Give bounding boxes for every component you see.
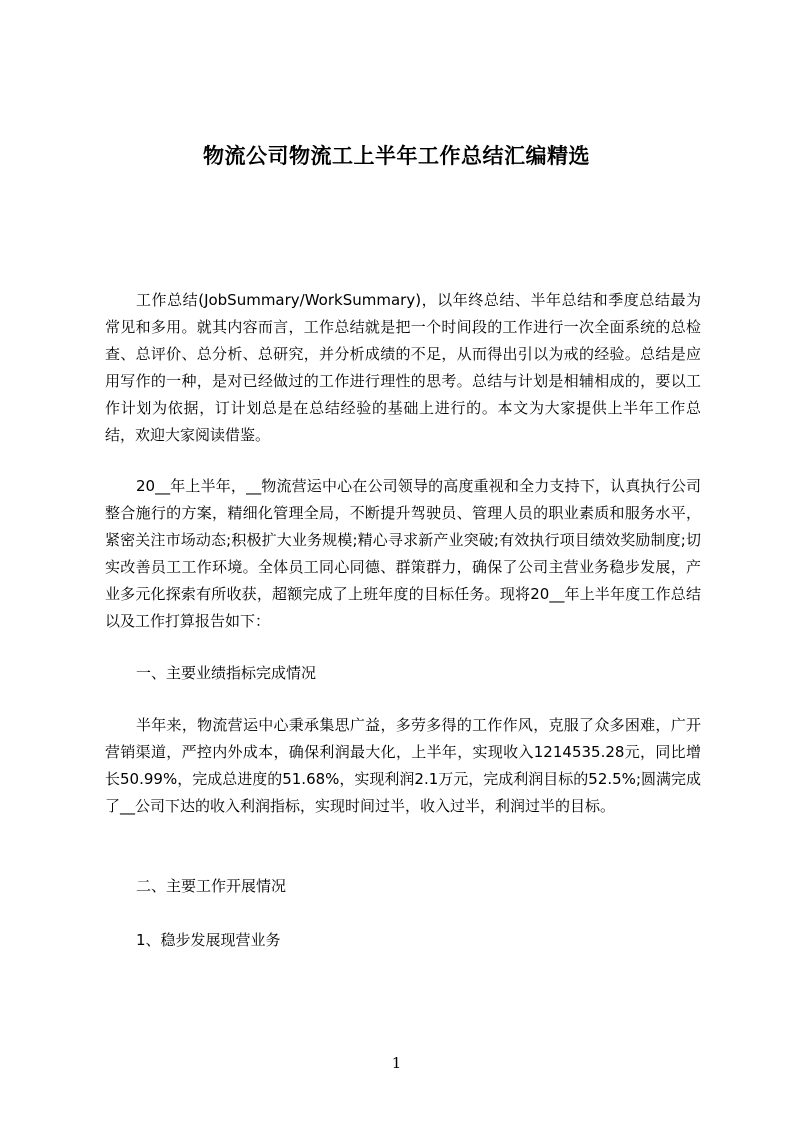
intro-paragraph: 工作总结(JobSummary/WorkSummary)，以年终总结、半年总结和季度总结最为常见和多用。就其内容而言，工作总结就是把一个时间段的工作进行一次全面系统的总检查、总评价、总分析、总研究，并分析成绩的不足，从而得出引以为戒的经验。总结是应用写作的一种，是对已经做过的工作进行理性的思考。总结与计划是相辅相成的，要以工作计划为依据，订计划总是在总结经验的基础上进行的。本文为大家提供上半年工作总结，欢迎大家阅读借鉴。 (105, 291, 701, 444)
performance-paragraph: 半年来，物流营运中心秉承集思广益，多劳多得的工作作风，克服了众多困难，广开营销渠道，严控内外成本，确保利润最大化，上半年，实现收入1214535.28元，同比增长50.99%，完成总进度的51.68%，实现利润2.1万元，完成利润目标的52.5%;圆满完成了__公司下达的收入利润指标，实现时间过半，收入过半，利润过半的目标。 (105, 716, 701, 815)
overview-paragraph: 20__年上半年，__物流营运中心在公司领导的高度重视和全力支持下，认真执行公司整合施行的方案，精细化管理全局，不断提升驾驶员、管理人员的职业素质和服务水平，紧密关注市场动态;积极扩大业务规模;精心寻求新产业突破;有效执行项目绩效奖励制度;切实改善员工工作环境。全体员工同心同德、群策群力，确保了公司主营业务稳步发展，产业多元化探索有所收获，超额完成了上班年度的目标任务。现将20__年上半年度工作总结以及工作打算报告如下： (105, 477, 701, 630)
page-number: 1 (391, 1054, 402, 1072)
section-heading-work: 二、主要工作开展情况 (136, 877, 287, 895)
subsection-heading-business: 1、稳步发展现营业务 (136, 931, 281, 949)
document-title: 物流公司物流工上半年工作总结汇编精选 (203, 144, 590, 168)
section-heading-performance: 一、主要业绩指标完成情况 (136, 664, 317, 682)
